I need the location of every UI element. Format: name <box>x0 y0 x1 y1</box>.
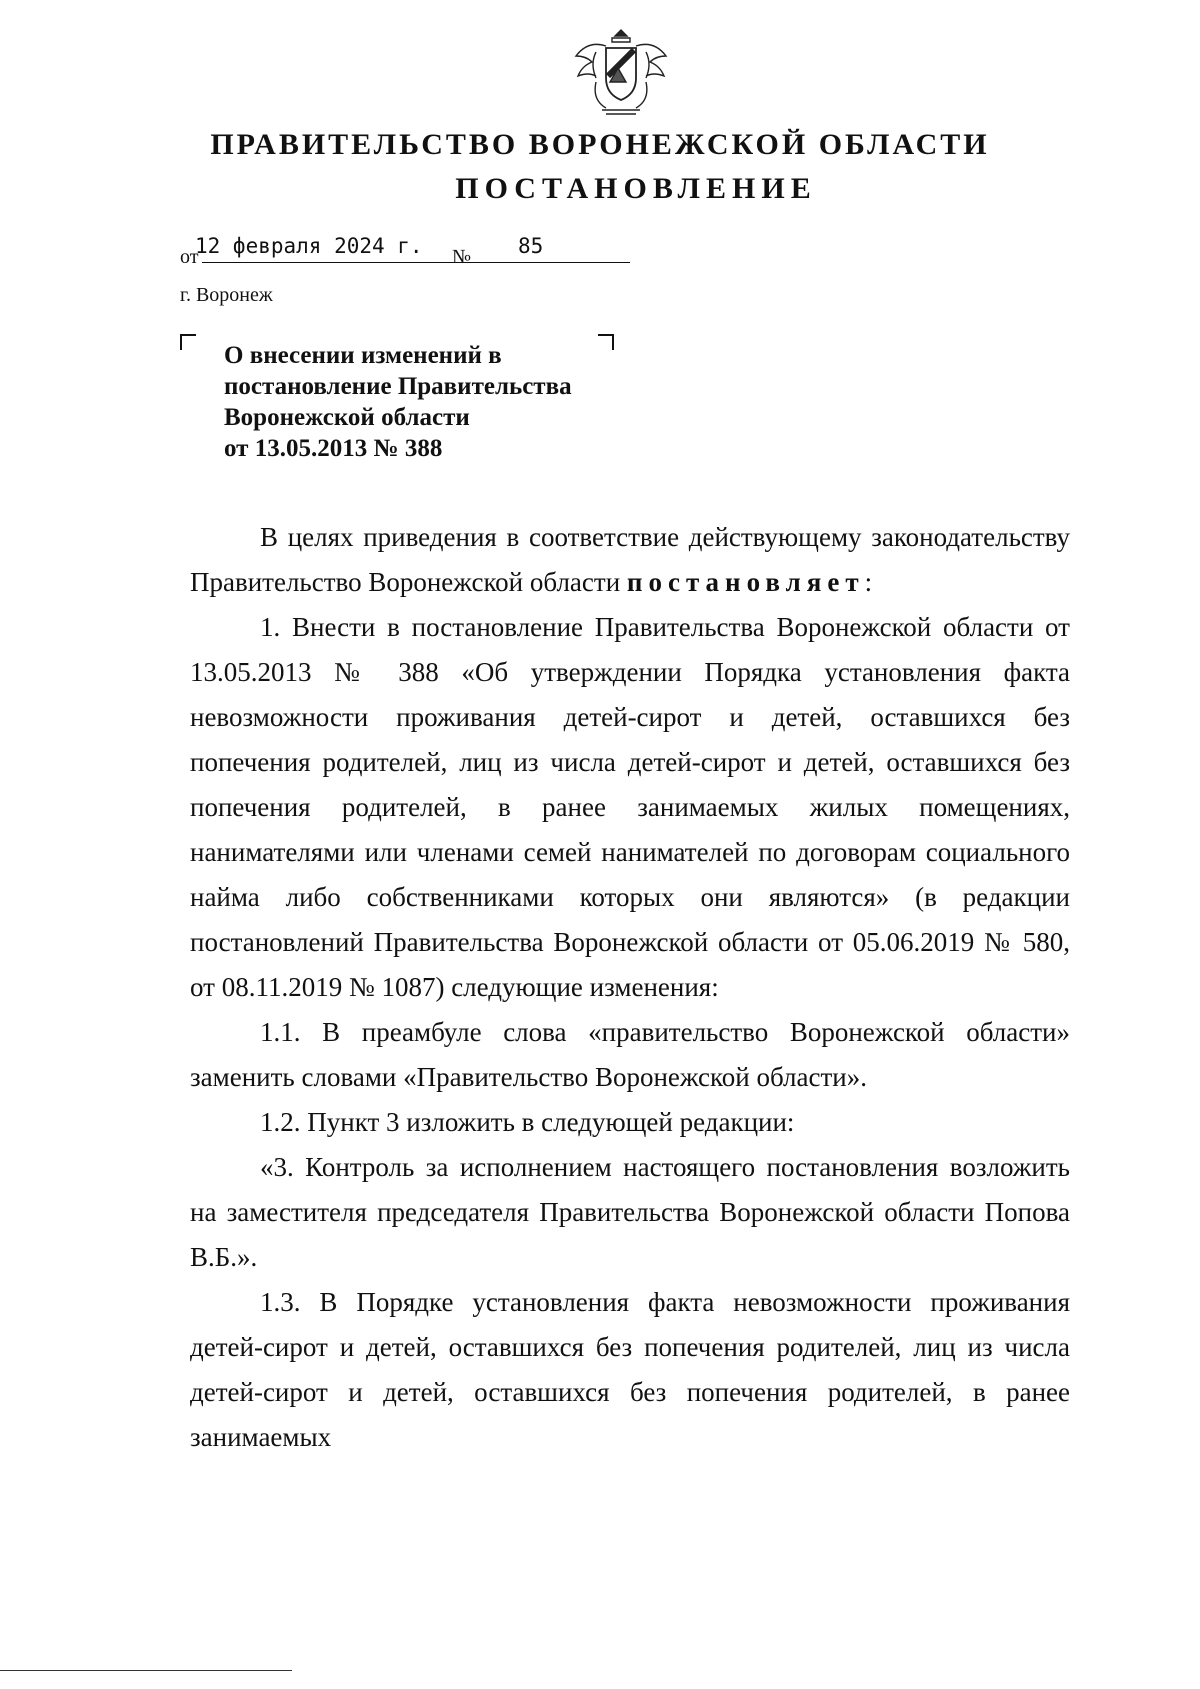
paragraph-3-quote: «3. Контроль за исполнением настоящего постановления возложить на заместителя председателя Правительства Воронежской области Попова В.Б.». <box>190 1152 1070 1272</box>
paragraph-1: 1. Внести в постановление Правительства Воронежской области от 13.05.2013 № 388 «Об утверждении Порядка установления факта невозможности проживания детей-сирот и детей, оставшихся без попечения родителей, лиц из числа детей-сирот и детей, оставшихся без попечения родителей, в ранее занимаемых жилых помещениях, нанимателями или членами семей нанимателей по договорам социального найма либо собственниками которых они являются» (в редакции постановлений Правительства Воронежской области от 05.06.2019 № 580, от 08.11.2019 № 1087) следующие изменения: <box>190 612 1070 1002</box>
preamble-paragraph <box>190 515 1070 605</box>
preamble-end: : <box>864 567 873 597</box>
subject-line: О внесении изменений в <box>224 342 502 369</box>
city: г. Воронеж <box>180 284 273 306</box>
document-type: ПОСТАНОВЛЕНИЕ <box>455 172 817 205</box>
corner-mark-left <box>180 334 196 350</box>
subject-line: Воронежской области <box>224 404 470 431</box>
preamble-text: В целях приведения в соответствие действующему законодательству Правительство Воронежской области <box>190 522 1070 597</box>
government-title: ПРАВИТЕЛЬСТВО ВОРОНЕЖСКОЙ ОБЛАСТИ <box>210 128 990 161</box>
date-prefix: от <box>180 246 199 268</box>
paragraph-1-3: 1.3. В Порядке установления факта невозможности проживания детей-сирот и детей, оставшихся без попечения родителей, лиц из числа детей-сирот и детей, оставшихся без попечения родителей, в ранее занимаемых <box>190 1287 1070 1452</box>
footer-rule <box>0 1670 292 1671</box>
decree-word: постановляет <box>626 567 865 597</box>
document-date: 12 февраля 2024 г. <box>195 234 423 258</box>
paragraph-1-1: 1.1. В преамбуле слова «правительство Воронежской области» заменить словами «Правительство Воронежской области». <box>190 1017 1070 1092</box>
document-body <box>190 515 1070 1460</box>
document-number: 85 <box>518 234 544 258</box>
coat-of-arms-icon <box>566 22 676 122</box>
document-subject <box>224 340 604 464</box>
number-label: № <box>452 246 472 268</box>
subject-line: от 13.05.2013 № 388 <box>224 435 443 462</box>
subject-line: постановление Правительства <box>224 373 572 400</box>
paragraph-1-2: 1.2. Пункт 3 изложить в следующей редакции: <box>260 1107 795 1137</box>
date-number-line <box>180 232 620 272</box>
